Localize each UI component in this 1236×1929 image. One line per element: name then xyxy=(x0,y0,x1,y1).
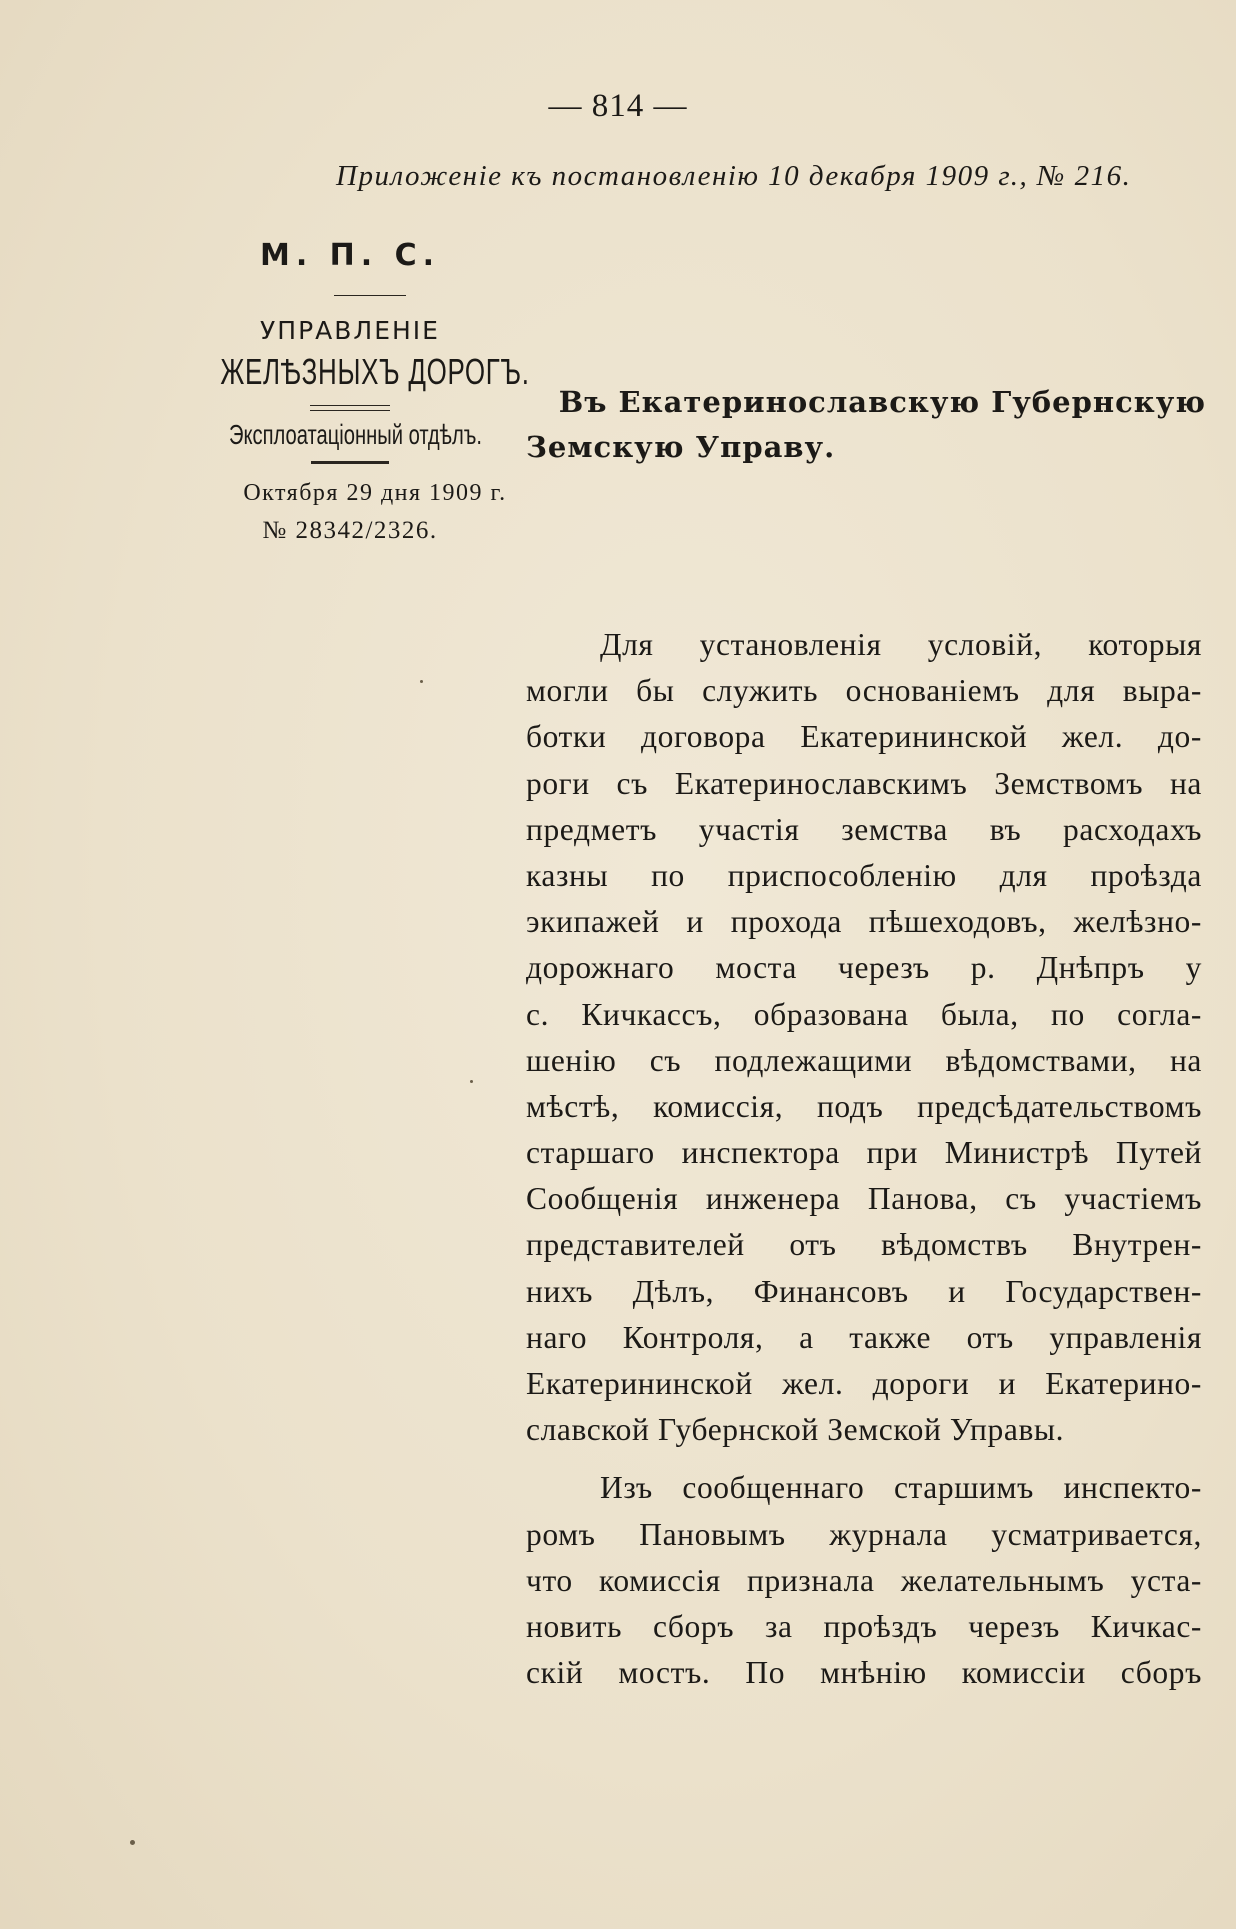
body-line: славской Губернской Земской Управы. xyxy=(526,1412,1065,1448)
body-line: дорожнаго моста черезъ р. Днѣпръ у xyxy=(526,950,1202,986)
body-line: Екатерининской жел. дороги и Екатерино- xyxy=(526,1366,1202,1401)
divider xyxy=(334,295,406,296)
body-line: Для установленія условій, которыя xyxy=(600,627,1202,662)
body-line: мѣстѣ, комиссія, подъ предсѣдательствомъ xyxy=(526,1088,1202,1124)
body-line: Изъ сообщеннаго старшимъ инспекто- xyxy=(600,1470,1202,1506)
railways-title: ЖЕЛѢЗНЫХЪ ДОРОГЪ. xyxy=(220,351,530,392)
body-line: представителей отъ вѣдомствъ Внутрен- xyxy=(526,1227,1202,1263)
sender-block xyxy=(210,230,530,545)
paper-speck xyxy=(420,680,423,683)
body-line: казны по приспособленію для проѣзда xyxy=(526,857,1202,893)
body-line: ромъ Пановымъ журнала усматривается, xyxy=(526,1516,1202,1552)
letter-body xyxy=(526,622,1202,1696)
body-line: нихъ Дѣлъ, Финансовъ и Государствен- xyxy=(526,1273,1202,1309)
paper-speck xyxy=(470,1080,473,1083)
body-line: ботки договора Екатерининской жел. до- xyxy=(526,719,1202,755)
letter-date: Октября 29 дня 1909 г. xyxy=(243,480,507,506)
paper-speck xyxy=(130,1840,135,1845)
page-number: — 814 — xyxy=(548,88,688,124)
department-title: УПРАВЛЕНІЕ xyxy=(260,316,440,345)
body-line: шенію съ подлежащими вѣдомствами, на xyxy=(526,1042,1202,1078)
addressee-line: Въ Екатеринославскую Губернскую xyxy=(558,385,1206,419)
paragraph-gap xyxy=(526,1453,1202,1465)
body-line: новить сборъ за проѣздъ черезъ Кичкас- xyxy=(526,1608,1202,1644)
body-line: могли бы служить основаніемъ для выра- xyxy=(526,673,1202,709)
body-line: роги съ Екатеринославскимъ Земствомъ на xyxy=(526,765,1202,801)
addressee xyxy=(526,380,1206,470)
section-title: Эксплоатаціонный отдѣлъ. xyxy=(229,419,483,450)
ministry-abbrev: М. П. С. xyxy=(259,238,441,273)
body-line: скій мостъ. По мнѣнію комиссіи сборъ xyxy=(526,1655,1202,1691)
body-line: старшаго инспектора при Министрѣ Путей xyxy=(526,1135,1202,1171)
divider xyxy=(311,461,389,464)
double-divider xyxy=(310,405,390,411)
body-line: экипажей и прохода пѣшеходовъ, желѣзно- xyxy=(526,904,1202,940)
addressee-line: Земскую Управу. xyxy=(526,430,836,464)
body-line: Сообщенія инженера Панова, съ участіемъ xyxy=(526,1181,1202,1217)
body-line: с. Кичкассъ, образована была, по согла- xyxy=(526,996,1202,1032)
body-line: наго Контроля, а также отъ управленія xyxy=(526,1319,1202,1355)
letter-number: № 28342/2326. xyxy=(262,517,438,544)
body-line: что комиссія признала желательнымъ уста- xyxy=(526,1562,1202,1598)
appendix-note: Приложеніе къ постановленію 10 декабря 1909 г., № 216. xyxy=(336,160,1132,192)
body-line: предметъ участія земства въ расходахъ xyxy=(526,811,1202,847)
